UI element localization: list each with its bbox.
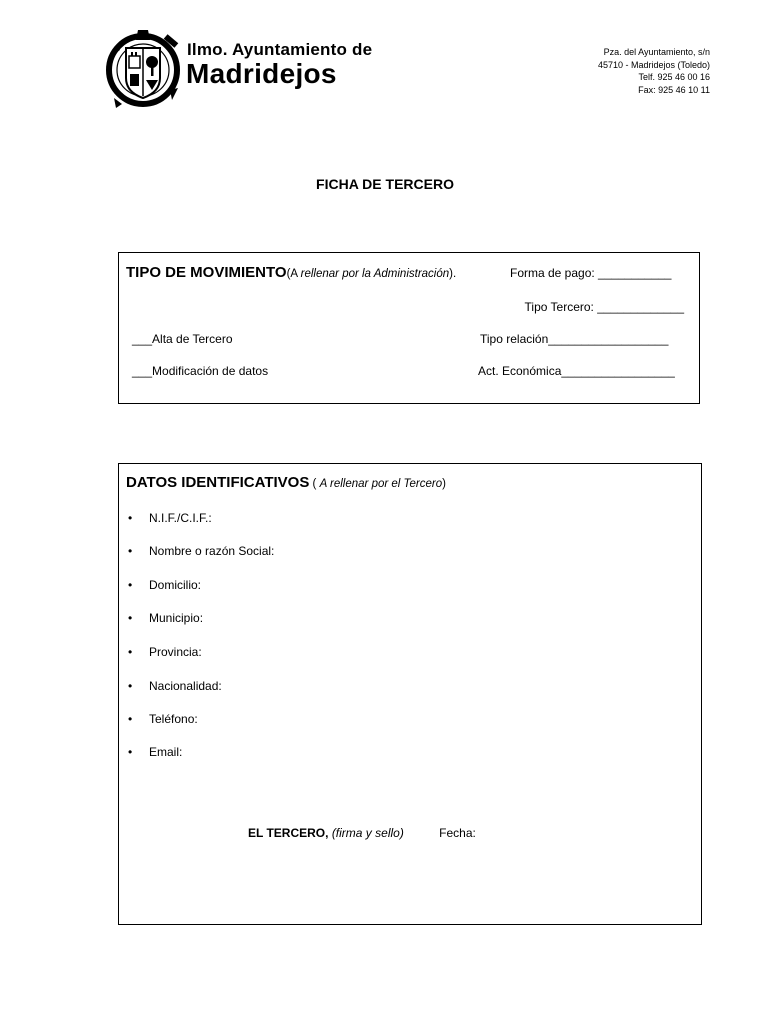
datos-note: A rellenar por el Tercero (319, 478, 443, 490)
bullet-icon: • (128, 544, 133, 558)
tipo-tercero-field[interactable]: Tipo Tercero: _____________ (524, 300, 684, 314)
bullet-icon: • (128, 679, 133, 693)
logo-name: Madridejos (186, 58, 337, 89)
address-block (598, 46, 710, 96)
movimiento-heading (126, 264, 456, 281)
modificacion-datos-field[interactable]: ___Modificación de datos (132, 364, 269, 378)
bullet-icon: • (128, 745, 133, 759)
bullet-icon: • (128, 712, 133, 726)
datos-heading-text: DATOS IDENTIFICATIVOS (126, 474, 310, 491)
field-label: Teléfono: (149, 712, 198, 726)
address-line: 45710 - Madridejos (Toledo) (597, 59, 710, 70)
datos-note-close: ) (442, 478, 446, 490)
field-label: Municipio: (149, 611, 204, 625)
bullet-icon: • (128, 511, 133, 525)
address-line: Telf. 925 46 00 16 (638, 72, 710, 82)
address-line: Pza. del Ayuntamiento, s/n (603, 47, 710, 57)
bullet-icon: • (128, 611, 133, 625)
date-label[interactable]: Fecha: (439, 826, 476, 840)
field-label: N.I.F./C.I.F.: (149, 511, 212, 525)
alta-tercero-field[interactable]: ___Alta de Tercero (132, 332, 233, 346)
address-line: Fax: 925 46 10 11 (638, 84, 710, 95)
datos-note-open: ( (309, 478, 320, 490)
forma-pago-field[interactable]: Forma de pago: ___________ (510, 266, 672, 280)
field-label: Domicilio: (149, 578, 202, 592)
datos-box (118, 463, 702, 925)
bullet-icon: • (128, 578, 133, 592)
datos-heading (126, 474, 446, 491)
page-title: FICHA DE TERCERO (316, 176, 454, 192)
coat-of-arms-logo (106, 26, 184, 114)
tipo-relacion-field[interactable]: Tipo relación__________________ (480, 332, 669, 346)
movimiento-heading-text: TIPO DE MOVIMIENTO (126, 264, 287, 281)
signature-label: EL TERCERO, (248, 826, 329, 840)
field-label: Email: (149, 745, 183, 759)
field-label: Provincia: (149, 645, 202, 659)
field-label: Nacionalidad: (149, 679, 222, 693)
movimiento-note-open: (A (286, 268, 301, 280)
signature-note: (firma y sello) (331, 826, 404, 840)
movimiento-note-close: ). (449, 268, 457, 280)
signature-line (248, 826, 476, 840)
bullet-icon: • (128, 645, 133, 659)
field-label: Nombre o razón Social: (149, 544, 275, 558)
act-economica-field[interactable]: Act. Económica_________________ (478, 364, 675, 378)
movimiento-note: rellenar por la Administración (300, 268, 450, 280)
logo-title: Ilmo. Ayuntamiento de (187, 40, 373, 59)
